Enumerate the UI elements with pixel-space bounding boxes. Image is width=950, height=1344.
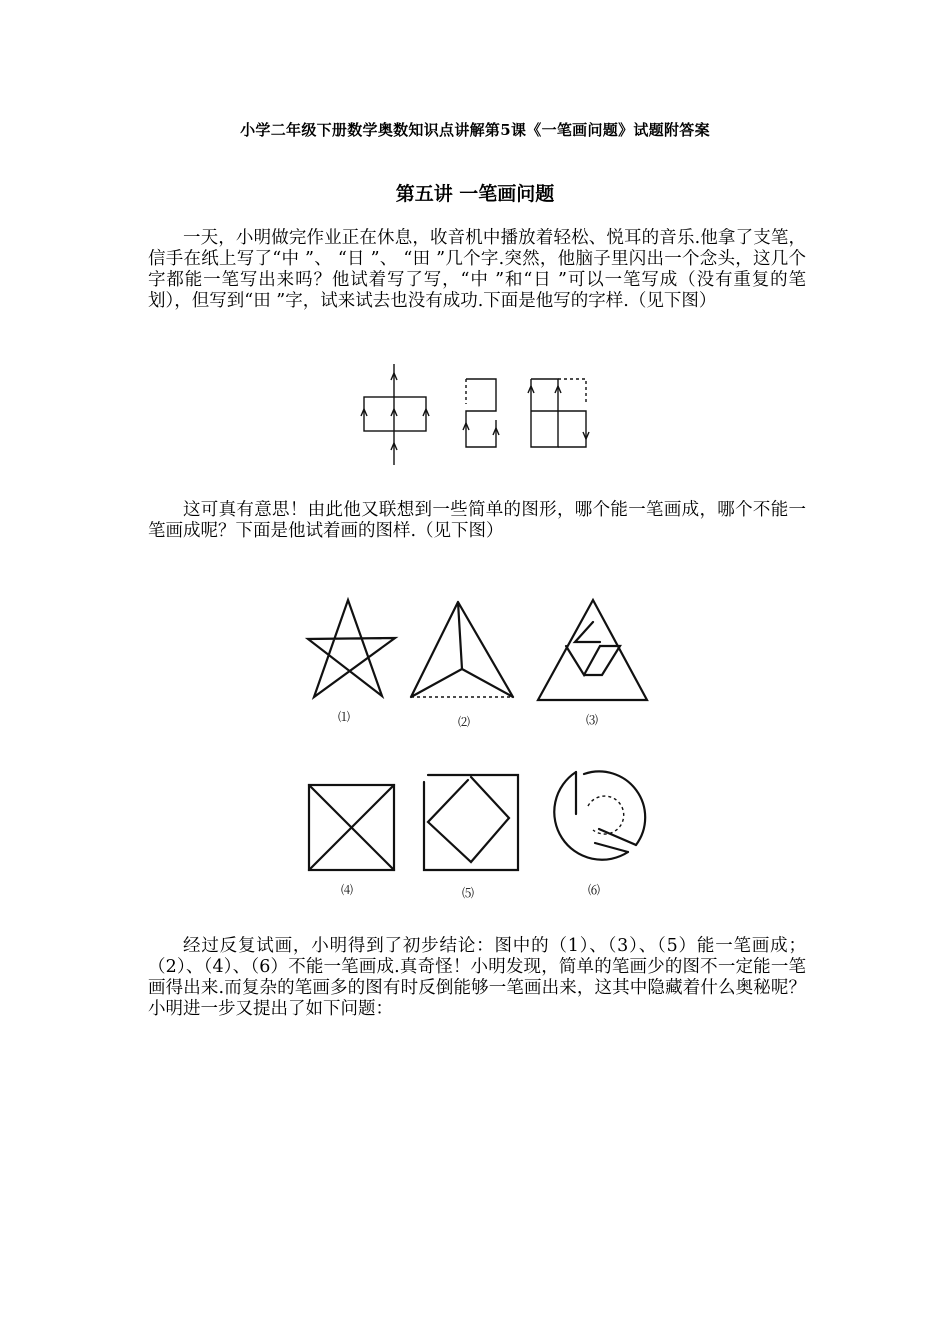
shape-1-star	[308, 600, 395, 724]
shape-3-triangle	[538, 600, 647, 727]
paragraph-conclusion: 经过反复试画，小明得到了初步结论：图中的（1）、（3）、（5）能一笔画成；（2）、（4）、（6）不能一笔画成.真奇怪！小明发现，简单的笔画少的图不一定能一笔画得出来.而复杂的笔画多的图有时反倒能够一笔画出来，这其中隐藏着什么奥秘呢？小明进一步又提出了如下问题：	[148, 936, 806, 1019]
paragraph-shapes: 这可真有意思！由此他又联想到一些简单的图形，哪个能一笔画成，哪个不能一笔画成呢？下面是他试着画的图样.（见下图）	[148, 500, 806, 541]
caption-1: ⑴	[338, 710, 351, 724]
shape-4-square	[309, 785, 394, 897]
caption-2: ⑵	[458, 715, 471, 729]
caption-6: ⑹	[588, 883, 601, 897]
shape-5-square-diamond	[424, 775, 518, 900]
caption-4: ⑷	[341, 883, 354, 897]
document-title: 小学二年级下册数学奥数知识点讲解第5课《一笔画问题》试题附答案	[240, 121, 710, 139]
char-tian-drawing	[528, 379, 589, 447]
shapes-figure	[0, 590, 950, 910]
char-ri-drawing	[463, 379, 499, 447]
characters-figure	[0, 360, 950, 490]
char-zhong-drawing	[361, 364, 429, 465]
lesson-heading: 第五讲 一笔画问题	[395, 183, 555, 205]
shape-2-triangle	[411, 602, 513, 729]
caption-5: ⑸	[462, 886, 475, 900]
paragraph-intro: 一天，小明做完作业正在休息，收音机中播放着轻松、悦耳的音乐.他拿了支笔，信手在纸上写了“中 ”、 “日 ”、 “田 ”几个字.突然，他脑子里闪出一个念头，这几个字都能一笔写出来吗？他试着写了写，“中 ”和“日 ”可以一笔写成（没有重复的笔划），但写到“田 ”字，试来试去也没有成功.下面是他写的字样.（见下图）	[148, 228, 806, 311]
shape-6-ring	[554, 771, 645, 897]
caption-3: ⑶	[586, 713, 599, 727]
